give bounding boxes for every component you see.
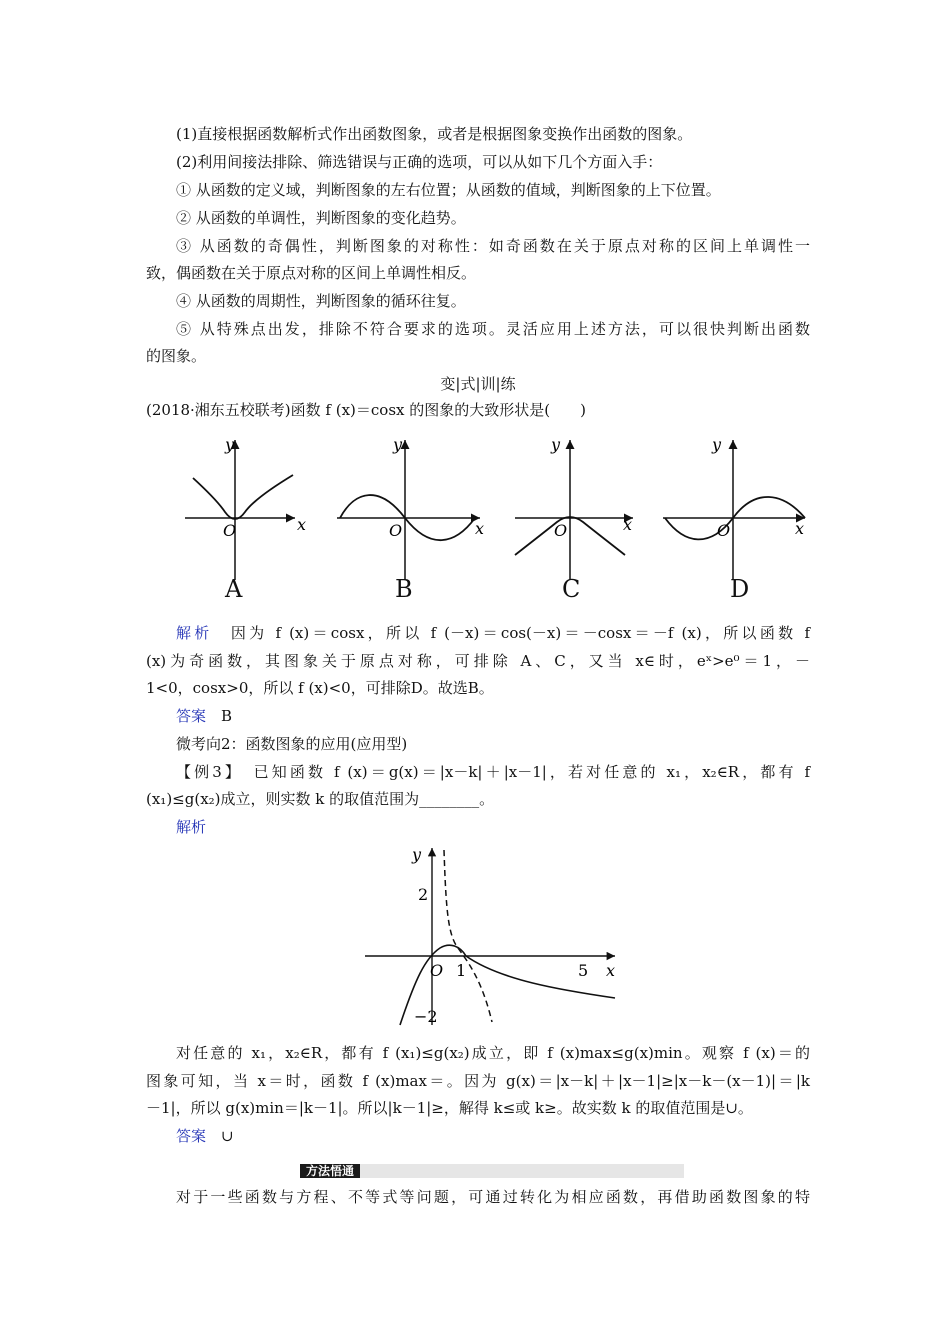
solution2-line2: 图象可知，当 x＝时，函数 f (x)max＝。因为 g(x)＝|x－k|＋|x－1|≥|x－k－(x－1)|＝|k	[146, 1072, 810, 1090]
method-tag-bar	[300, 1164, 684, 1178]
final-paragraph: 对于一些函数与方程、不等式等问题，可通过转化为相应函数，再借助函数图象的特	[176, 1188, 810, 1206]
paragraph-7b: 的图象。	[146, 347, 207, 365]
option-d-graph	[663, 435, 805, 580]
paragraph-4: ② 从函数的单调性，判断图象的变化趋势。	[176, 209, 466, 227]
question-text: (2018·湘东五校联考)函数 f (x)＝cosx 的图象的大致形状是( )	[146, 401, 586, 419]
svg-text:O: O	[554, 521, 568, 540]
svg-text:y: y	[551, 435, 561, 454]
paragraph-1: (1)直接根据函数解析式作出函数图象，或者是根据图象变换作出函数的图象。	[176, 125, 693, 143]
solution1-label: 解析	[176, 624, 213, 642]
option-a-graph	[185, 435, 306, 580]
solution2-line3: －1|，所以 g(x)min＝|k－1|。所以|k－1|≥，解得 k≤或 k≥。故实数 k 的取值范围是∪。	[146, 1099, 753, 1117]
paragraph-7a: ⑤ 从特殊点出发，排除不符合要求的选项。灵活应用上述方法，可以很快判断出函数	[176, 320, 810, 338]
graph-tick-5: 5	[578, 961, 589, 980]
option-d-label: D	[730, 575, 750, 603]
solution1-line1: 解析 因为 f (x)＝cosx，所以 f (－x)＝cos(－x)＝－cosx＝－f (x)，所以函数 f	[176, 624, 810, 642]
g-curve-dashed	[444, 850, 492, 1022]
function-graph	[360, 840, 630, 1035]
options-figure	[175, 430, 815, 610]
svg-text:x: x	[623, 515, 633, 534]
graph-tick-neg2: −2	[414, 1007, 438, 1026]
method-tag: 方法悟通	[300, 1164, 360, 1178]
option-c-label: C	[562, 575, 581, 603]
solution2-line1: 对任意的 x₁，x₂∈R，都有 f (x₁)≤g(x₂)成立，即 f (x)max≤g(x)min。观察 f (x)＝的	[176, 1044, 810, 1062]
answer2-label: 答案	[176, 1127, 207, 1145]
section-title: 变|式|训|练	[440, 375, 516, 393]
option-b-graph	[337, 435, 484, 580]
paragraph-3: ① 从函数的定义域，判断图象的左右位置；从函数的值域，判断图象的上下位置。	[176, 181, 721, 199]
option-a-y: y	[225, 435, 235, 454]
solution1-line2: (x)为奇函数，其图象关于原点对称，可排除 A、C，又当 x∈时，eˣ>e⁰＝1，－	[146, 652, 810, 670]
option-a-x: x	[297, 515, 307, 534]
graph-tick-2: 2	[418, 885, 429, 904]
graph-origin: O	[430, 961, 444, 980]
answer1	[176, 706, 810, 726]
answer1-label: 答案	[176, 707, 207, 725]
answer1-value: B	[221, 707, 233, 725]
subtopic: 微考向2：函数图象的应用(应用型)	[176, 735, 408, 753]
answer2-value: ∪	[221, 1127, 234, 1145]
option-a-label: A	[225, 575, 243, 603]
svg-text:y: y	[712, 435, 722, 454]
solution1-line3: 1<0，cosx>0，所以 f (x)<0，可排除D。故选B。	[146, 679, 494, 697]
paragraph-6: ④ 从函数的周期性，判断图象的循环往复。	[176, 292, 466, 310]
paragraph-5b: 致，偶函数在关于原点对称的区间上单调性相反。	[146, 264, 477, 282]
option-c-graph	[515, 435, 633, 580]
graph-tick-1: 1	[456, 961, 467, 980]
example3-line2: (x₁)≤g(x₂)成立，则实数 k 的取值范围为________。	[146, 790, 495, 808]
graph-x-label: x	[606, 961, 616, 980]
svg-text:x: x	[475, 519, 485, 538]
option-b-label: B	[395, 575, 413, 603]
graph-y-label: y	[412, 845, 422, 864]
svg-text:x: x	[795, 519, 805, 538]
option-a-origin: O	[223, 521, 237, 540]
example3-line1: 【例3】 已知函数 f (x)＝g(x)＝|x－k|＋|x－1|，若对任意的 x₁，x₂∈R，都有 f	[176, 763, 810, 781]
analysis-label: 解析	[176, 818, 207, 836]
answer2	[176, 1126, 810, 1146]
svg-text:O: O	[389, 521, 403, 540]
paragraph-2: (2)利用间接法排除、筛选错误与正确的选项，可以从如下几个方面入手：	[176, 153, 663, 171]
svg-text:y: y	[393, 435, 403, 454]
svg-text:O: O	[717, 521, 731, 540]
paragraph-5a: ③ 从函数的奇偶性，判断图象的对称性：如奇函数在关于原点对称的区间上单调性一	[176, 237, 810, 255]
